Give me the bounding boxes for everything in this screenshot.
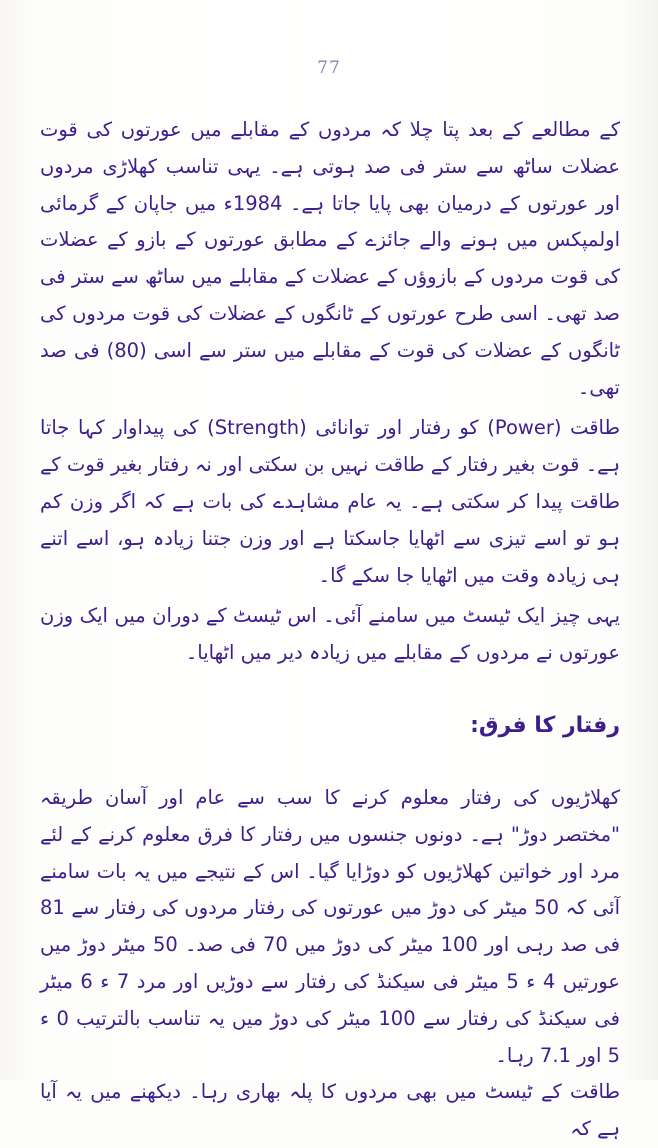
paragraph-power-definition: طاقت (Power) کو رفتار اور توانائی (Strength) کی پیداوار کہا جاتا ہے۔ قوت بغیر رفتار کے طاقت نہیں بن سکتی اور نہ رفتار بغیر قوت کے طاقت پیدا کر سکتی ہے۔ یہ عام مشاہدے کی بات ہے کہ اگر وزن کم ہو تو اسے تیزی سے اٹھایا جاسکتا ہے اور وزن جتنا زیادہ ہو، اسے اتنے ہی زیادہ وقت میں اٹھایا جا سکے گا۔ <box>40 416 620 587</box>
paragraph-strength-test: طاقت کے ٹیسٹ میں بھی مردوں کا پلہ بھاری رہا۔ دیکھنے میں یہ آیا ہے کہ <box>40 1080 620 1141</box>
paragraph-weight-test: یہی چیز ایک ٹیسٹ میں سامنے آئی۔ اس ٹیسٹ کے دوران میں ایک وزن عورتوں نے مردوں کے مقابلے میں زیادہ دیر میں اٹھایا۔ <box>40 604 620 665</box>
page-body <box>40 112 620 1148</box>
section-heading-speed-difference: رفتار کا فرق: <box>470 712 620 738</box>
page-number: 77 <box>317 58 341 78</box>
paragraph-sprint-speed: کھلاڑیوں کی رفتار معلوم کرنے کا سب سے عام اور آسان طریقہ "مختصر دوڑ" ہے۔ دونوں جنسوں میں رفتار کا فرق معلوم کرنے کے لئے مرد اور خواتین کھلاڑیوں کو دوڑایا گیا۔ اس کے نتیجے میں یہ بات سامنے آئی کہ 50 میٹر کی دوڑ میں عورتوں کی رفتار مردوں کی رفتار سے 81 فی صد رہی اور 100 میٹر کی دوڑ میں 70 فی صد۔ 50 میٹر دوڑ میں عورتیں 4 ء 5 میٹر فی سیکنڈ کی رفتار سے دوڑیں اور مرد 7 ء 6 میٹر فی سیکنڈ کی رفتار سے 100 میٹر کی دوڑ میں یہ تناسب بالترتیب 0 ء 5 اور 7.1 رہا۔ <box>40 785 621 1067</box>
paragraph-muscle-strength: کے مطالعے کے بعد پتا چلا کہ مردوں کے مقابلے میں عورتوں کی قوت عضلات ساٹھ سے ستر فی صد ہوتی ہے۔ یہی تناسب کھلاڑی مردوں اور عورتوں کے درمیان بھی پایا جاتا ہے۔ 1984ء میں جاپان کے گرمائی اولمپکس میں ہونے والے جائزے کے مطابق عورتوں کے بازو کے عضلات کی قوت مردوں کے بازوؤں کے عضلات کے مقابلے میں ساٹھ سے ستر فی صد تھی۔ اسی طرح عورتوں کے ٹانگوں کے عضلات کی قوت مردوں کی ٹانگوں کے عضلات کی قوت کے مقابلے میں ستر سے اسی (80) فی صد تھی۔ <box>40 118 621 399</box>
